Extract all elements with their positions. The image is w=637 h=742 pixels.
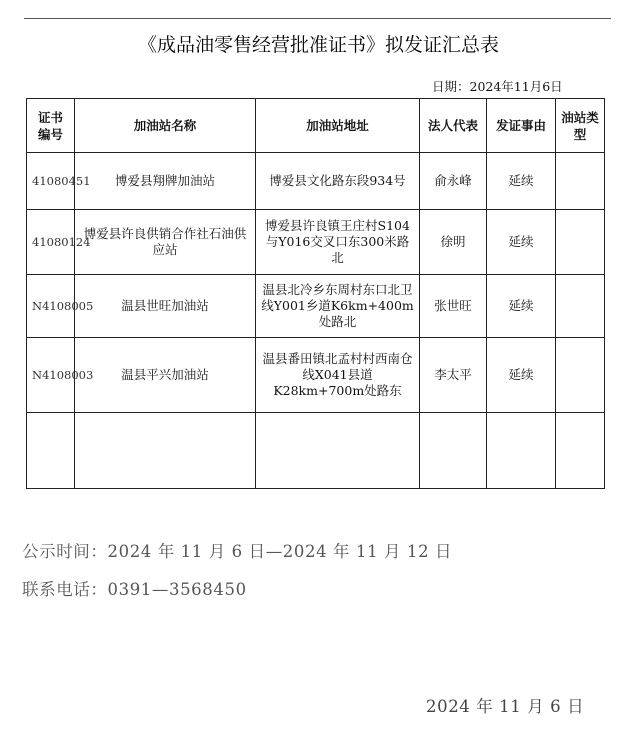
header-legal-rep: 法人代表 (420, 99, 487, 153)
contact-phone: 联系电话：0391—3568450 (22, 580, 247, 599)
reason-cell: 延续 (487, 210, 556, 275)
header-reason: 发证事由 (487, 99, 556, 153)
cert-no-cell: N4108003 (27, 338, 75, 413)
header-cert-no: 证书编号 (27, 99, 75, 153)
empty-cell (75, 413, 256, 489)
station-name-cell: 温县世旺加油站 (75, 275, 256, 338)
station-address-cell: 博爱县文化路东段934号 (256, 153, 420, 210)
station-address-cell: 温县番田镇北孟村村西南仓线X041县道K28km+700m处路东 (256, 338, 420, 413)
legal-rep-cell: 俞永峰 (420, 153, 487, 210)
legal-rep-cell: 徐明 (420, 210, 487, 275)
notice-period: 公示时间：2024 年 11 月 6 日—2024 年 11 月 12 日 (22, 542, 453, 561)
table-row (27, 153, 605, 210)
cert-no-cell: 41080451 (27, 153, 75, 210)
document-date: 日期：2024年11月6日 (432, 79, 563, 94)
station-type-cell (556, 153, 605, 210)
empty-cell (256, 413, 420, 489)
approval-summary-table (26, 98, 605, 489)
table-row (27, 275, 605, 338)
empty-cell (556, 413, 605, 489)
station-address-cell: 温县北冷乡东周村东口北卫线Y001乡道K6km+400m处路北 (256, 275, 420, 338)
cert-no-cell: 41080124 (27, 210, 75, 275)
table-row-empty (27, 413, 605, 489)
station-name-cell: 博爱县许良供销合作社石油供应站 (75, 210, 256, 275)
top-rule (24, 18, 611, 19)
legal-rep-cell: 张世旺 (420, 275, 487, 338)
legal-rep-cell: 李太平 (420, 338, 487, 413)
station-type-cell (556, 275, 605, 338)
reason-cell: 延续 (487, 153, 556, 210)
document-title: 《成品油零售经营批准证书》拟发证汇总表 (137, 34, 499, 56)
empty-cell (487, 413, 556, 489)
station-name-cell: 博爱县翔牌加油站 (75, 153, 256, 210)
header-station-type: 油站类型 (556, 99, 605, 153)
table-row (27, 338, 605, 413)
station-name-cell: 温县平兴加油站 (75, 338, 256, 413)
signed-date: 2024 年 11 月 6 日 (426, 697, 585, 716)
header-station-name: 加油站名称 (75, 99, 256, 153)
table-row (27, 210, 605, 275)
header-station-address: 加油站地址 (256, 99, 420, 153)
station-type-cell (556, 338, 605, 413)
table-header-row (27, 99, 605, 153)
reason-cell: 延续 (487, 275, 556, 338)
station-type-cell (556, 210, 605, 275)
empty-cell (420, 413, 487, 489)
station-address-cell: 博爱县许良镇王庄村S104与Y016交叉口东300米路北 (256, 210, 420, 275)
reason-cell: 延续 (487, 338, 556, 413)
empty-cell (27, 413, 75, 489)
cert-no-cell: N4108005 (27, 275, 75, 338)
